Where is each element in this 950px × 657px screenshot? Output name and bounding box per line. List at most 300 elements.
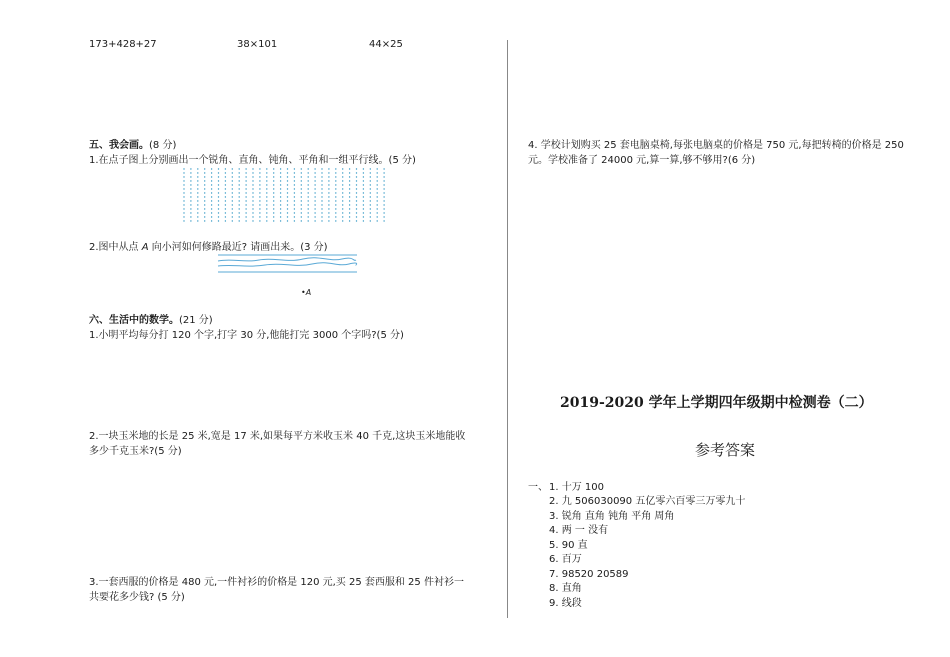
grid-dot (370, 192, 371, 193)
grid-dot (183, 204, 184, 205)
grid-dot (356, 168, 357, 169)
grid-dot (245, 204, 246, 205)
grid-dot (294, 204, 295, 205)
grid-dot (383, 216, 384, 217)
grid-dot (252, 180, 253, 181)
grid-dot (383, 212, 384, 213)
grid-dot (377, 192, 378, 193)
grid-dot (370, 180, 371, 181)
grid-dot (239, 212, 240, 213)
grid-dot (301, 212, 302, 213)
grid-dot (239, 192, 240, 193)
question-5-2-point: A (141, 242, 149, 253)
grid-dot (328, 180, 329, 181)
section6-score: (21 分) (179, 315, 213, 326)
grid-dot (232, 176, 233, 177)
grid-dot (183, 184, 184, 185)
grid-dot (197, 188, 198, 189)
grid-dot (363, 188, 364, 189)
grid-dot (294, 216, 295, 217)
grid-dot (370, 196, 371, 197)
grid-dot (342, 204, 343, 205)
grid-dot (259, 200, 260, 201)
grid-dot (204, 212, 205, 213)
grid-dot (308, 168, 309, 169)
grid-dot (294, 196, 295, 197)
grid-dot (377, 208, 378, 209)
grid-dot (190, 204, 191, 205)
grid-dot (287, 204, 288, 205)
grid-dot (356, 204, 357, 205)
grid-dot (301, 192, 302, 193)
grid-dot (259, 216, 260, 217)
grid-dot (335, 196, 336, 197)
grid-dot (259, 212, 260, 213)
grid-dot (287, 188, 288, 189)
grid-dot (259, 196, 260, 197)
grid-dot (377, 176, 378, 177)
grid-dot (218, 216, 219, 217)
grid-dot (197, 196, 198, 197)
answer-2: 2. 九 506030090 五亿零六百零三万零九十 (549, 496, 746, 507)
answer-7: 7. 98520 20589 (549, 569, 629, 580)
answer-3: 3. 锐角 直角 钝角 平角 周角 (549, 511, 675, 522)
grid-dot (197, 220, 198, 221)
grid-dot (280, 184, 281, 185)
grid-dot (273, 220, 274, 221)
grid-dot (363, 184, 364, 185)
grid-dot (377, 220, 378, 221)
grid-dot (363, 200, 364, 201)
grid-dot (356, 200, 357, 201)
grid-dot (328, 188, 329, 189)
grid-dot (342, 200, 343, 201)
grid-dot (377, 196, 378, 197)
grid-dot (314, 196, 315, 197)
grid-dot (301, 168, 302, 169)
grid-dot (252, 220, 253, 221)
grid-dot (245, 192, 246, 193)
grid-dot (239, 188, 240, 189)
grid-dot (301, 200, 302, 201)
grid-dot (287, 220, 288, 221)
grid-dot (252, 176, 253, 177)
grid-dot (349, 172, 350, 173)
grid-dot (328, 176, 329, 177)
grid-dot (383, 200, 384, 201)
grid-dot (342, 208, 343, 209)
grid-dot (363, 220, 364, 221)
answer-9: 9. 线段 (549, 598, 582, 609)
question-6-1: 1.小明平均每分打 120 个字,打字 30 分,他能打完 3000 个字吗?(5 分) (89, 330, 404, 341)
grid-dot (335, 204, 336, 205)
grid-dot (349, 184, 350, 185)
grid-dot (321, 220, 322, 221)
grid-dot (349, 200, 350, 201)
grid-dot (383, 168, 384, 169)
grid-dot (252, 200, 253, 201)
grid-dot (308, 192, 309, 193)
grid-dot (225, 192, 226, 193)
grid-dot (197, 204, 198, 205)
grid-dot (356, 184, 357, 185)
question-5-1: 1.在点子图上分别画出一个锐角、直角、钝角、平角和一组平行线。(5 分) (89, 155, 416, 166)
grid-dot (342, 196, 343, 197)
grid-dot (363, 180, 364, 181)
grid-dot (218, 196, 219, 197)
grid-dot (204, 216, 205, 217)
grid-dot (349, 212, 350, 213)
grid-dot (197, 208, 198, 209)
grid-dot (314, 216, 315, 217)
grid-dot (266, 212, 267, 213)
answer-key-subtitle: 参考答案 (695, 441, 756, 459)
grid-dot (232, 196, 233, 197)
grid-dot (218, 168, 219, 169)
grid-dot (204, 200, 205, 201)
grid-dot (211, 196, 212, 197)
grid-dot (370, 220, 371, 221)
grid-dot (225, 212, 226, 213)
grid-dot (211, 168, 212, 169)
grid-dot (280, 188, 281, 189)
grid-dot (363, 212, 364, 213)
grid-dot (308, 176, 309, 177)
grid-dot (301, 220, 302, 221)
grid-dot (183, 208, 184, 209)
grid-dot (225, 180, 226, 181)
grid-dot (328, 220, 329, 221)
grid-dot (370, 204, 371, 205)
grid-dot (239, 180, 240, 181)
grid-dot (356, 196, 357, 197)
grid-dot (232, 208, 233, 209)
grid-dot (314, 184, 315, 185)
grid-dot (287, 168, 288, 169)
grid-dot (190, 180, 191, 181)
grid-dot (321, 180, 322, 181)
grid-dot (190, 192, 191, 193)
grid-dot (356, 208, 357, 209)
grid-dot (280, 212, 281, 213)
grid-dot (287, 212, 288, 213)
grid-dot (204, 172, 205, 173)
grid-dot (349, 180, 350, 181)
grid-dot (383, 220, 384, 221)
grid-dot (287, 208, 288, 209)
grid-dot (342, 180, 343, 181)
grid-dot (190, 216, 191, 217)
grid-dot (239, 196, 240, 197)
grid-dot (335, 216, 336, 217)
grid-dot (349, 220, 350, 221)
grid-dot (377, 184, 378, 185)
grid-dot (308, 216, 309, 217)
grid-dot (294, 192, 295, 193)
grid-dot (356, 180, 357, 181)
grid-dot (370, 176, 371, 177)
answer-8: 8. 直角 (549, 583, 582, 594)
grid-dot (273, 204, 274, 205)
grid-dot (377, 204, 378, 205)
grid-dot (328, 208, 329, 209)
grid-dot (197, 200, 198, 201)
grid-dot (363, 196, 364, 197)
grid-dot (308, 180, 309, 181)
grid-dot (301, 176, 302, 177)
grid-dot (321, 212, 322, 213)
grid-dot (232, 204, 233, 205)
answer-5: 5. 90 直 (549, 540, 588, 551)
grid-dot (225, 208, 226, 209)
grid-dot (280, 180, 281, 181)
grid-dot (266, 184, 267, 185)
grid-dot (211, 180, 212, 181)
grid-dot (363, 204, 364, 205)
grid-dot (342, 172, 343, 173)
grid-dot (239, 200, 240, 201)
grid-dot (287, 192, 288, 193)
grid-dot (259, 168, 260, 169)
grid-dot (349, 204, 350, 205)
grid-dot (321, 216, 322, 217)
grid-dot (335, 184, 336, 185)
grid-dot (314, 176, 315, 177)
grid-dot (273, 192, 274, 193)
grid-dot (356, 176, 357, 177)
grid-dot (356, 216, 357, 217)
grid-dot (225, 220, 226, 221)
grid-dot (335, 180, 336, 181)
grid-dot (363, 176, 364, 177)
grid-dot (239, 172, 240, 173)
grid-dot (294, 184, 295, 185)
grid-dot (245, 184, 246, 185)
grid-dot (239, 220, 240, 221)
grid-dot (294, 220, 295, 221)
grid-dot (252, 184, 253, 185)
question-5-2-prefix: 2.图中从点 (89, 242, 142, 253)
grid-dot (314, 200, 315, 201)
grid-dot (183, 220, 184, 221)
grid-dot (190, 188, 191, 189)
grid-dot (232, 168, 233, 169)
grid-dot (383, 204, 384, 205)
grid-dot (211, 220, 212, 221)
grid-dot (294, 180, 295, 181)
grid-dot (204, 208, 205, 209)
grid-dot (383, 172, 384, 173)
question-6-2-line1: 2.一块玉米地的长是 25 米,宽是 17 米,如果每平方米收玉米 40 千克,这块玉米地能收 (89, 431, 466, 442)
grid-dot (273, 212, 274, 213)
grid-dot (342, 212, 343, 213)
grid-dot (314, 212, 315, 213)
grid-dot (356, 172, 357, 173)
grid-dot (211, 172, 212, 173)
grid-dot (287, 200, 288, 201)
grid-dot (280, 176, 281, 177)
question-4-line1: 4. 学校计划购买 25 套电脑桌椅,每张电脑桌的价格是 750 元,每把转椅的价格是 250 (528, 140, 904, 151)
grid-dot (335, 168, 336, 169)
question-6-3-line1: 3.一套西服的价格是 480 元,一件衬衫的价格是 120 元,买 25 套西服和 25 件衬衫一 (89, 577, 464, 588)
grid-dot (252, 192, 253, 193)
grid-dot (377, 200, 378, 201)
grid-dot (259, 188, 260, 189)
grid-dot (266, 200, 267, 201)
answer-4: 4. 两 一 没有 (549, 525, 609, 536)
grid-dot (190, 196, 191, 197)
grid-dot (211, 176, 212, 177)
grid-dot (211, 192, 212, 193)
grid-dot (252, 196, 253, 197)
grid-dot (183, 168, 184, 169)
grid-dot (232, 220, 233, 221)
grid-dot (294, 168, 295, 169)
grid-dot (377, 216, 378, 217)
grid-dot (273, 196, 274, 197)
grid-dot (321, 176, 322, 177)
grid-dot (301, 208, 302, 209)
grid-dot (239, 184, 240, 185)
calc-3: 44×25 (369, 39, 403, 50)
grid-dot (287, 196, 288, 197)
answers-section-prefix: 一、 (528, 482, 548, 493)
grid-dot (335, 188, 336, 189)
grid-dot (225, 196, 226, 197)
grid-dot (183, 176, 184, 177)
grid-dot (252, 216, 253, 217)
grid-dot (218, 212, 219, 213)
grid-dot (308, 208, 309, 209)
grid-dot (314, 180, 315, 181)
grid-dot (266, 204, 267, 205)
grid-dot (314, 188, 315, 189)
grid-dot (308, 204, 309, 205)
grid-dot (377, 212, 378, 213)
grid-dot (225, 204, 226, 205)
grid-dot (218, 204, 219, 205)
grid-dot (232, 188, 233, 189)
grid-dot (183, 196, 184, 197)
grid-dot (266, 220, 267, 221)
grid-dot (197, 216, 198, 217)
grid-dot (383, 180, 384, 181)
grid-dot (273, 184, 274, 185)
grid-dot (349, 192, 350, 193)
grid-dot (294, 176, 295, 177)
grid-dot (363, 172, 364, 173)
grid-dot (349, 208, 350, 209)
section5-score: (8 分) (149, 140, 177, 151)
grid-dot (197, 192, 198, 193)
grid-dot (225, 200, 226, 201)
grid-dot (259, 180, 260, 181)
question-5-2-suffix: 向小河如何修路最近? 请画出来。(3 分) (148, 242, 328, 253)
grid-dot (252, 172, 253, 173)
grid-dot (308, 184, 309, 185)
grid-dot (356, 192, 357, 193)
grid-dot (321, 192, 322, 193)
grid-dot (308, 200, 309, 201)
grid-dot (321, 168, 322, 169)
grid-dot (183, 192, 184, 193)
grid-dot (266, 196, 267, 197)
grid-dot (218, 220, 219, 221)
grid-dot (218, 188, 219, 189)
section6-heading (89, 314, 213, 328)
grid-dot (245, 168, 246, 169)
river-figure (217, 253, 359, 277)
grid-dot (225, 176, 226, 177)
grid-dot (204, 184, 205, 185)
grid-dot (232, 212, 233, 213)
grid-dot (314, 192, 315, 193)
grid-dot (356, 188, 357, 189)
grid-dot (377, 188, 378, 189)
grid-dot (239, 168, 240, 169)
grid-dot (211, 200, 212, 201)
grid-dot (232, 216, 233, 217)
grid-dot (266, 168, 267, 169)
point-a-label: A (305, 288, 312, 297)
grid-dot (239, 208, 240, 209)
grid-dot (363, 192, 364, 193)
grid-dot (287, 180, 288, 181)
grid-dot (308, 172, 309, 173)
grid-dot (239, 176, 240, 177)
grid-dot (211, 204, 212, 205)
grid-dot (349, 196, 350, 197)
grid-dot (204, 180, 205, 181)
grid-dot (211, 216, 212, 217)
grid-dot (280, 216, 281, 217)
grid-dot (232, 172, 233, 173)
grid-dot (273, 172, 274, 173)
grid-dot (314, 168, 315, 169)
grid-dot (225, 216, 226, 217)
grid-dot (245, 188, 246, 189)
grid-dot (266, 192, 267, 193)
grid-dot (342, 176, 343, 177)
grid-dot (335, 208, 336, 209)
grid-dot (232, 200, 233, 201)
grid-dot (328, 196, 329, 197)
grid-dot (266, 180, 267, 181)
grid-dot (183, 200, 184, 201)
grid-dot (383, 188, 384, 189)
grid-dot (342, 168, 343, 169)
grid-dot (225, 188, 226, 189)
grid-dot (280, 196, 281, 197)
grid-dot (383, 184, 384, 185)
grid-dot (342, 192, 343, 193)
point-a: •A (301, 288, 312, 297)
grid-dot (218, 208, 219, 209)
answer-1: 1. 十万 100 (549, 482, 604, 493)
grid-dot (314, 172, 315, 173)
question-4-line2: 元。学校准备了 24000 元,算一算,够不够用?(6 分) (528, 155, 756, 166)
grid-dot (321, 208, 322, 209)
grid-dot (328, 212, 329, 213)
grid-dot (377, 172, 378, 173)
grid-dot (370, 168, 371, 169)
grid-dot (259, 220, 260, 221)
grid-dot (383, 208, 384, 209)
grid-dot (294, 212, 295, 213)
question-6-2-line2: 多少千克玉米?(5 分) (89, 446, 182, 457)
grid-dot (335, 212, 336, 213)
grid-dot (280, 208, 281, 209)
